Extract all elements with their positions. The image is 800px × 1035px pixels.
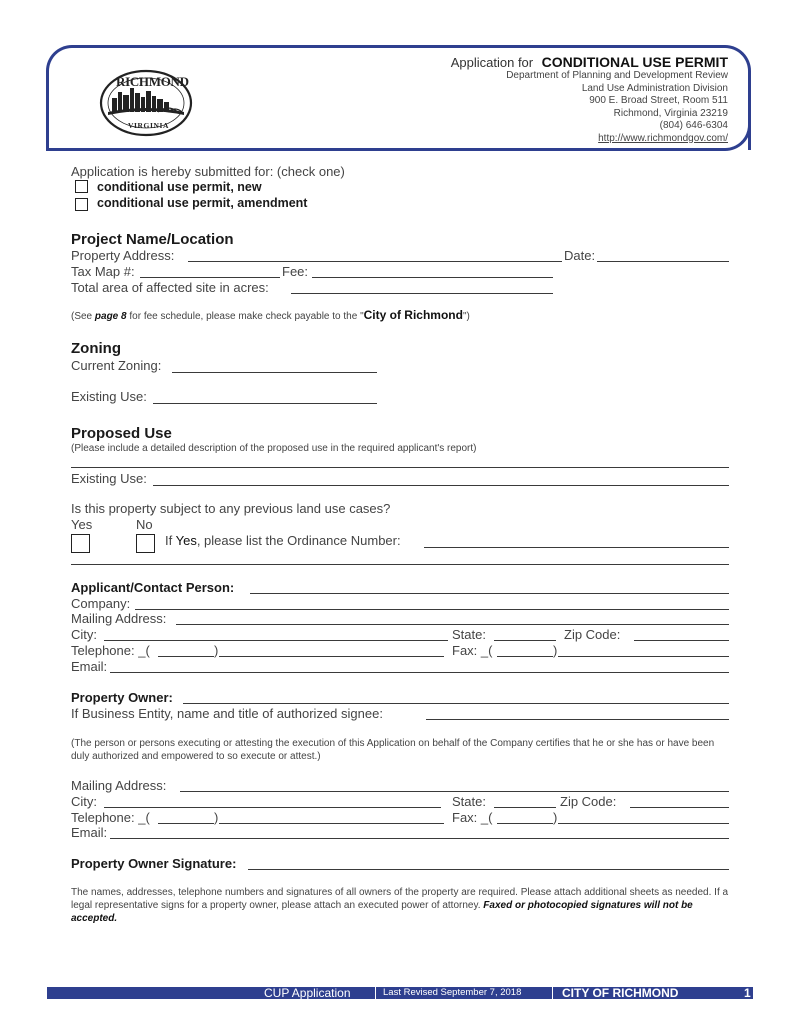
owner-city-label: City: xyxy=(71,794,97,809)
applicant-name-field[interactable] xyxy=(250,593,729,594)
ordinance-yes: Yes xyxy=(175,533,197,548)
applicant-telephone-field[interactable] xyxy=(219,656,444,657)
submitted-for-label: Application is hereby submitted for: (check one) xyxy=(71,164,345,179)
signature-notice-bold: Faxed or photocopied signatures will not be accepted. xyxy=(71,900,693,924)
company-label: Company: xyxy=(71,596,131,611)
applicant-tel-close: ) xyxy=(214,643,219,658)
tax-map-field[interactable] xyxy=(140,277,280,278)
owner-telephone-area-field[interactable] xyxy=(158,823,214,824)
fee-field[interactable] xyxy=(312,277,553,278)
tax-map-label: Tax Map #: xyxy=(71,264,135,279)
fee-note xyxy=(71,308,470,324)
applicant-telephone-area-field[interactable] xyxy=(158,656,214,657)
option-amendment-label: conditional use permit, amendment xyxy=(97,196,308,210)
footer-divider-1 xyxy=(375,987,376,999)
signature-notice xyxy=(71,886,731,925)
applicant-mailing-field[interactable] xyxy=(176,624,729,625)
fee-note-city: City of Richmond xyxy=(363,308,463,322)
owner-fax-close: ) xyxy=(553,810,558,825)
checkbox-no[interactable] xyxy=(136,534,155,553)
applicant-city-label: City: xyxy=(71,627,97,642)
zoning-existing-use-field[interactable] xyxy=(153,403,377,404)
ordinance-post: , please list the Ordinance Number: xyxy=(196,533,401,548)
proposed-existing-use-field[interactable] xyxy=(153,485,729,486)
zoning-heading: Zoning xyxy=(71,340,121,357)
logo-text-top: RICHMOND xyxy=(116,74,189,89)
total-area-label: Total area of affected site in acres: xyxy=(71,280,269,295)
website-link[interactable]: http://www.richmondgov.com/ xyxy=(598,132,728,144)
applicant-heading: Applicant/Contact Person: xyxy=(71,580,235,595)
signature-label: Property Owner Signature: xyxy=(71,856,237,871)
applicant-fax-close: ) xyxy=(553,643,558,658)
ordinance-field-2[interactable] xyxy=(71,564,729,565)
no-label: No xyxy=(136,517,153,532)
applicant-city-field[interactable] xyxy=(104,640,448,641)
applicant-email-label: Email: xyxy=(71,659,108,674)
footer-app-name: CUP Application xyxy=(264,986,351,1000)
proposed-existing-use-label: Existing Use: xyxy=(71,471,147,486)
fee-note-mid: for fee schedule, please make check payable to the " xyxy=(126,311,364,322)
ordinance-label xyxy=(165,533,401,548)
current-zoning-label: Current Zoning: xyxy=(71,358,162,373)
applicant-telephone-label: Telephone: _( xyxy=(71,643,150,658)
owner-zip-field[interactable] xyxy=(630,807,729,808)
signature-notice-text: The names, addresses, telephone numbers and signatures of all owners of the property are required. Please attach additional sheets as needed. If a legal representative signs for a property owner, please attach an executed power of attorney. xyxy=(71,887,729,911)
date-label: Date: xyxy=(564,248,596,263)
applicant-zip-field[interactable] xyxy=(634,640,729,641)
applicant-email-field[interactable] xyxy=(110,672,729,673)
owner-state-label: State: xyxy=(452,794,486,809)
header-rule xyxy=(46,148,706,151)
footer-divider-2 xyxy=(552,987,553,999)
applicant-fax-field[interactable] xyxy=(558,656,729,657)
yes-label: Yes xyxy=(71,517,93,532)
property-address-label: Property Address: xyxy=(71,248,175,263)
owner-city-field[interactable] xyxy=(104,807,441,808)
page-number: 1 xyxy=(744,986,751,1000)
owner-zip-label: Zip Code: xyxy=(560,794,617,809)
fee-label: Fee: xyxy=(282,264,309,279)
owner-disclaimer: (The person or persons executing or attesting the execution of this Application on behalf of the Company certifies that he or she has or have been duly authorized and empowered to so execute or attest.) xyxy=(71,738,715,762)
applicant-fax-area-field[interactable] xyxy=(497,656,553,657)
applicant-state-label: State: xyxy=(452,627,486,642)
city-address: Richmond, Virginia 23219 xyxy=(613,107,728,119)
fee-note-post: ") xyxy=(462,311,470,322)
checkbox-new[interactable] xyxy=(75,180,88,193)
checkbox-yes[interactable] xyxy=(71,534,90,553)
option-new-label: conditional use permit, new xyxy=(97,180,262,194)
ordinance-field[interactable] xyxy=(424,547,729,548)
applicant-fax-label: Fax: _( xyxy=(452,643,493,658)
date-field[interactable] xyxy=(597,261,729,262)
owner-heading: Property Owner: xyxy=(71,690,173,705)
division-name: Land Use Administration Division xyxy=(581,82,728,94)
owner-telephone-label: Telephone: _( xyxy=(71,810,150,825)
proposed-note: (Please include a detailed description of the proposed use in the required applicant's report) xyxy=(71,443,477,454)
street-address: 900 E. Broad Street, Room 511 xyxy=(589,95,728,106)
owner-email-label: Email: xyxy=(71,825,108,840)
zoning-existing-use-label: Existing Use: xyxy=(71,389,147,404)
owner-fax-area-field[interactable] xyxy=(497,823,553,824)
phone-number: (804) 646-6304 xyxy=(659,120,728,131)
proposed-heading: Proposed Use xyxy=(71,425,172,442)
owner-fax-field[interactable] xyxy=(558,823,729,824)
dept-name: Department of Planning and Development Review xyxy=(506,70,728,81)
title-main: CONDITIONAL USE PERMIT xyxy=(541,54,728,70)
owner-telephone-field[interactable] xyxy=(219,823,444,824)
owner-tel-close: ) xyxy=(214,810,219,825)
footer-revised: Last Revised September 7, 2018 xyxy=(383,987,522,998)
owner-email-field[interactable] xyxy=(110,838,729,839)
fee-note-pre: (See xyxy=(71,311,95,322)
applicant-state-field[interactable] xyxy=(494,640,556,641)
company-field[interactable] xyxy=(135,609,729,610)
owner-state-field[interactable] xyxy=(494,807,556,808)
business-entity-field[interactable] xyxy=(426,719,729,720)
fee-note-page: page 8 xyxy=(94,311,127,322)
owner-fax-label: Fax: _( xyxy=(452,810,493,825)
proposed-use-field[interactable] xyxy=(71,467,729,468)
footer-city: CITY OF RICHMOND xyxy=(562,986,679,1000)
current-zoning-field[interactable] xyxy=(172,372,377,373)
logo-text-bottom: VIRGINIA xyxy=(128,121,170,130)
owner-name-field[interactable] xyxy=(183,703,729,704)
signature-field[interactable] xyxy=(248,869,729,870)
applicant-mailing-label: Mailing Address: xyxy=(71,611,167,626)
property-address-field[interactable] xyxy=(188,261,562,262)
total-area-field[interactable] xyxy=(291,293,553,294)
checkbox-amendment[interactable] xyxy=(75,198,88,211)
ordinance-pre: If xyxy=(165,533,176,548)
previous-cases-question: Is this property subject to any previous land use cases? xyxy=(71,501,391,516)
title-prefix: Application for xyxy=(450,55,534,70)
business-entity-label: If Business Entity, name and title of authorized signee: xyxy=(71,706,383,721)
project-heading: Project Name/Location xyxy=(71,231,234,248)
owner-mailing-field[interactable] xyxy=(180,791,729,792)
applicant-zip-label: Zip Code: xyxy=(564,627,621,642)
city-logo xyxy=(98,68,194,138)
owner-mailing-label: Mailing Address: xyxy=(71,778,167,793)
